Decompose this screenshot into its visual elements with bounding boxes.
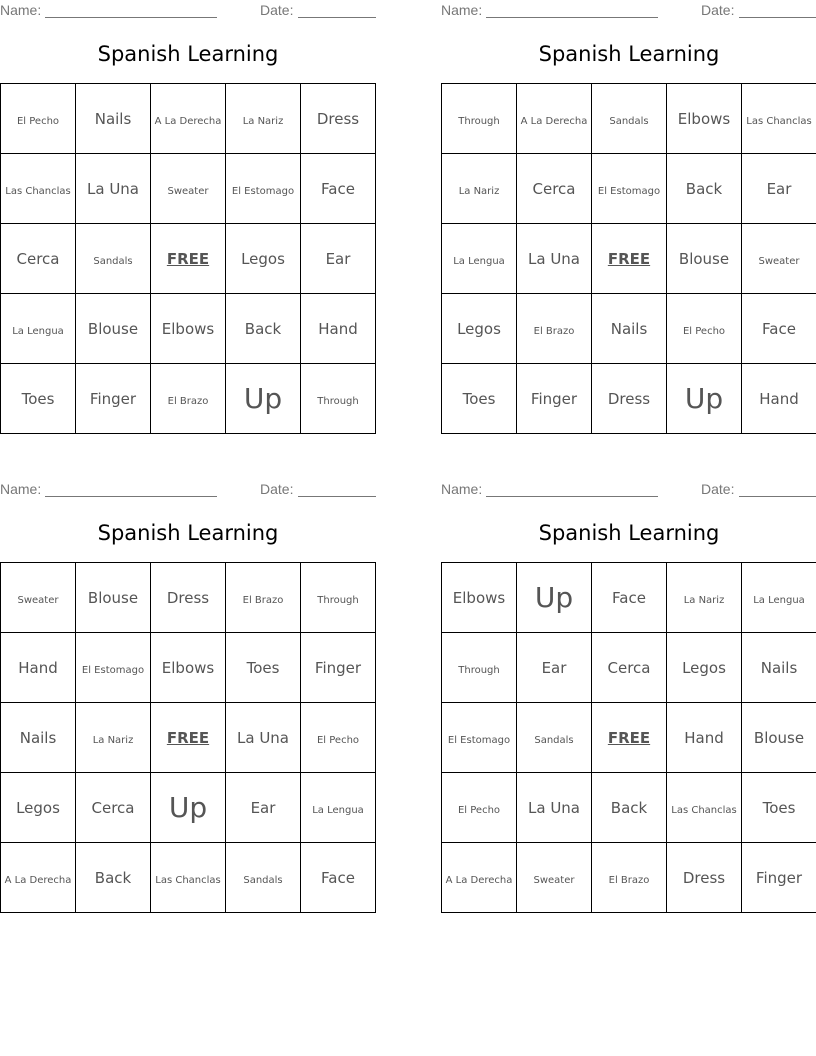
cell-word: Finger xyxy=(89,390,137,408)
bingo-cell xyxy=(226,773,301,843)
cell-word: El Estomago xyxy=(597,186,661,197)
bingo-cell xyxy=(226,84,301,154)
cell-word: Elbows xyxy=(452,589,506,607)
cell-word: Dress xyxy=(682,869,726,887)
bingo-cell xyxy=(301,154,376,224)
cell-word: Sandals xyxy=(534,735,574,746)
bingo-row xyxy=(442,563,816,633)
date-label: Date: xyxy=(701,481,735,497)
bingo-cell xyxy=(442,703,517,773)
bingo-cell xyxy=(226,843,301,913)
cell-word: Hand xyxy=(759,390,799,408)
bingo-cell xyxy=(742,154,816,224)
bingo-cell xyxy=(592,154,667,224)
cell-word: Legos xyxy=(682,659,726,677)
bingo-grid xyxy=(441,562,816,913)
bingo-cell xyxy=(151,773,226,843)
cell-word: La Nariz xyxy=(458,186,500,197)
bingo-cell xyxy=(742,633,816,703)
free-space xyxy=(592,224,667,294)
cell-word: La Lengua xyxy=(753,595,805,606)
bingo-cell xyxy=(76,154,151,224)
date-line[interactable] xyxy=(298,17,376,18)
cell-word: FREE xyxy=(166,250,210,268)
cell-word: Nails xyxy=(19,729,57,747)
cell-word: Cerca xyxy=(91,799,135,817)
bingo-row xyxy=(1,154,376,224)
bingo-cell xyxy=(592,773,667,843)
cell-word: El Pecho xyxy=(316,735,360,746)
cell-word: Legos xyxy=(16,799,60,817)
cell-word: Dress xyxy=(607,390,651,408)
card-title: Spanish Learning xyxy=(97,521,279,545)
bingo-cell xyxy=(301,843,376,913)
bingo-row xyxy=(442,84,816,154)
bingo-cell xyxy=(442,563,517,633)
cell-word: La Una xyxy=(528,799,580,817)
bingo-cell xyxy=(742,843,816,913)
bingo-cell xyxy=(667,633,742,703)
cell-word: Blouse xyxy=(87,320,139,338)
bingo-cell xyxy=(226,563,301,633)
bingo-cell xyxy=(226,364,301,434)
bingo-cell xyxy=(517,84,592,154)
bingo-cell xyxy=(667,154,742,224)
bingo-cell xyxy=(517,294,592,364)
bingo-cell xyxy=(151,294,226,364)
bingo-cell xyxy=(442,773,517,843)
bingo-grid xyxy=(0,562,376,913)
bingo-cell xyxy=(442,364,517,434)
cell-word: Legos xyxy=(457,320,501,338)
cell-word: A La Derecha xyxy=(445,875,513,886)
cell-word: El Pecho xyxy=(16,116,60,127)
bingo-cell xyxy=(442,843,517,913)
cell-word: Elbows xyxy=(161,659,215,677)
bingo-cell xyxy=(667,773,742,843)
cell-word: La Lengua xyxy=(12,326,64,337)
cell-word: La Lengua xyxy=(453,256,505,267)
cell-word: Finger xyxy=(530,390,578,408)
cell-word: Ear xyxy=(766,180,792,198)
cell-word: Back xyxy=(244,320,282,338)
cell-word: Through xyxy=(458,665,500,676)
bingo-cell xyxy=(226,703,301,773)
bingo-row xyxy=(442,364,816,434)
bingo-cell xyxy=(517,633,592,703)
bingo-cell xyxy=(151,84,226,154)
bingo-cell xyxy=(517,703,592,773)
cell-word: El Brazo xyxy=(242,595,284,606)
bingo-row xyxy=(442,843,816,913)
bingo-row xyxy=(1,84,376,154)
name-date-row xyxy=(441,2,816,20)
cell-word: Sweater xyxy=(17,595,59,606)
bingo-cell xyxy=(1,563,76,633)
cell-word: La Una xyxy=(237,729,289,747)
bingo-row xyxy=(1,703,376,773)
bingo-cell xyxy=(742,703,816,773)
cell-word: El Brazo xyxy=(167,396,209,407)
cell-word: Blouse xyxy=(753,729,805,747)
bingo-cell xyxy=(301,703,376,773)
bingo-cell xyxy=(301,364,376,434)
bingo-row xyxy=(442,224,816,294)
cell-word: Finger xyxy=(314,659,362,677)
cell-word: Face xyxy=(321,869,355,887)
cell-word: Blouse xyxy=(87,589,139,607)
name-date-row xyxy=(0,2,376,20)
cell-word: Up xyxy=(534,581,574,614)
cell-word: La Una xyxy=(87,180,139,198)
bingo-cell xyxy=(667,703,742,773)
bingo-row xyxy=(1,364,376,434)
cell-word: Ear xyxy=(325,250,351,268)
cell-word: Sandals xyxy=(609,116,649,127)
bingo-cell xyxy=(301,294,376,364)
cell-word: Legos xyxy=(241,250,285,268)
cell-word: FREE xyxy=(166,729,210,747)
bingo-cell xyxy=(667,224,742,294)
cell-word: FREE xyxy=(607,250,651,268)
name-label: Name: xyxy=(441,2,483,18)
bingo-cell xyxy=(151,563,226,633)
bingo-cell xyxy=(76,633,151,703)
bingo-cell xyxy=(1,84,76,154)
bingo-cell xyxy=(742,224,816,294)
free-space xyxy=(592,703,667,773)
bingo-cell xyxy=(1,364,76,434)
cell-word: Through xyxy=(317,595,359,606)
cell-word: Las Chanclas xyxy=(5,186,71,197)
cell-word: El Brazo xyxy=(533,326,575,337)
name-label: Name: xyxy=(441,481,483,497)
bingo-cell xyxy=(1,294,76,364)
bingo-cell xyxy=(742,294,816,364)
name-line[interactable] xyxy=(486,17,658,18)
bingo-row xyxy=(442,154,816,224)
bingo-cell xyxy=(226,224,301,294)
cell-word: Back xyxy=(94,869,132,887)
cell-word: Las Chanclas xyxy=(671,805,737,816)
bingo-row xyxy=(442,633,816,703)
cell-word: Face xyxy=(762,320,796,338)
cell-word: FREE xyxy=(607,729,651,747)
cell-word: El Estomago xyxy=(81,665,145,676)
bingo-cell xyxy=(151,154,226,224)
bingo-cell xyxy=(301,633,376,703)
bingo-row xyxy=(1,843,376,913)
cell-word: Sweater xyxy=(533,875,575,886)
bingo-row xyxy=(442,773,816,843)
bingo-cell xyxy=(151,633,226,703)
bingo-cell xyxy=(442,154,517,224)
bingo-cell xyxy=(442,84,517,154)
bingo-cell xyxy=(76,224,151,294)
name-line[interactable] xyxy=(45,496,217,497)
cell-word: Ear xyxy=(541,659,567,677)
cell-word: Toes xyxy=(462,390,496,408)
cell-word: A La Derecha xyxy=(154,116,222,127)
cell-word: El Pecho xyxy=(682,326,726,337)
bingo-cell xyxy=(742,773,816,843)
cell-word: La Una xyxy=(528,250,580,268)
cell-word: Toes xyxy=(21,390,55,408)
cell-word: Dress xyxy=(166,589,210,607)
bingo-cell xyxy=(226,294,301,364)
cell-word: Cerca xyxy=(16,250,60,268)
bingo-cell xyxy=(517,773,592,843)
bingo-cell xyxy=(301,563,376,633)
name-label: Name: xyxy=(0,481,42,497)
bingo-cell xyxy=(226,154,301,224)
card-title: Spanish Learning xyxy=(538,521,720,545)
bingo-cell xyxy=(226,633,301,703)
bingo-cell xyxy=(742,563,816,633)
bingo-cell xyxy=(667,84,742,154)
bingo-cell xyxy=(76,294,151,364)
bingo-cell xyxy=(151,364,226,434)
bingo-row xyxy=(442,703,816,773)
cell-word: Up xyxy=(243,382,283,415)
cell-word: Blouse xyxy=(678,250,730,268)
cell-word: El Estomago xyxy=(231,186,295,197)
cell-word: Back xyxy=(685,180,723,198)
name-line[interactable] xyxy=(486,496,658,497)
cell-word: Sandals xyxy=(93,256,133,267)
cell-word: Dress xyxy=(316,110,360,128)
bingo-row xyxy=(1,294,376,364)
bingo-row xyxy=(1,224,376,294)
bingo-cell xyxy=(592,84,667,154)
cell-word: Elbows xyxy=(161,320,215,338)
cell-word: Through xyxy=(458,116,500,127)
bingo-cell xyxy=(592,364,667,434)
cell-word: La Nariz xyxy=(92,735,134,746)
cell-word: Ear xyxy=(250,799,276,817)
bingo-cell xyxy=(76,84,151,154)
bingo-cell xyxy=(301,773,376,843)
bingo-cell xyxy=(1,703,76,773)
cell-word: Sweater xyxy=(758,256,800,267)
free-space xyxy=(151,703,226,773)
bingo-cell xyxy=(517,154,592,224)
bingo-cell xyxy=(742,364,816,434)
name-date-row xyxy=(441,481,816,499)
bingo-cell xyxy=(667,563,742,633)
date-line[interactable] xyxy=(298,496,376,497)
bingo-cell xyxy=(76,364,151,434)
cell-word: Hand xyxy=(684,729,724,747)
bingo-grid xyxy=(0,83,376,434)
bingo-cell xyxy=(1,154,76,224)
bingo-cell xyxy=(667,364,742,434)
date-label: Date: xyxy=(260,481,294,497)
cell-word: Nails xyxy=(94,110,132,128)
bingo-cell xyxy=(1,224,76,294)
bingo-cell xyxy=(76,703,151,773)
cell-word: Back xyxy=(610,799,648,817)
cell-word: Toes xyxy=(246,659,280,677)
date-line[interactable] xyxy=(739,496,816,497)
bingo-cell xyxy=(442,294,517,364)
bingo-cell xyxy=(1,843,76,913)
bingo-cell xyxy=(667,843,742,913)
bingo-cell xyxy=(667,294,742,364)
bingo-row xyxy=(1,633,376,703)
cell-word: Nails xyxy=(760,659,798,677)
cell-word: La Lengua xyxy=(312,805,364,816)
bingo-row xyxy=(442,294,816,364)
cell-word: El Pecho xyxy=(457,805,501,816)
cell-word: Hand xyxy=(18,659,58,677)
bingo-cell xyxy=(517,364,592,434)
cell-word: Las Chanclas xyxy=(746,116,812,127)
bingo-row xyxy=(1,773,376,843)
cell-word: Elbows xyxy=(677,110,731,128)
cell-word: Las Chanclas xyxy=(155,875,221,886)
date-line[interactable] xyxy=(739,17,816,18)
bingo-cell xyxy=(517,224,592,294)
bingo-row xyxy=(1,563,376,633)
card-title: Spanish Learning xyxy=(97,42,279,66)
cell-word: Through xyxy=(317,396,359,407)
date-label: Date: xyxy=(260,2,294,18)
cell-word: Sandals xyxy=(243,875,283,886)
bingo-cell xyxy=(442,633,517,703)
cell-word: Sweater xyxy=(167,186,209,197)
bingo-cell xyxy=(76,563,151,633)
cell-word: El Estomago xyxy=(447,735,511,746)
bingo-cell xyxy=(1,773,76,843)
cell-word: A La Derecha xyxy=(520,116,588,127)
free-space xyxy=(151,224,226,294)
bingo-cell xyxy=(517,843,592,913)
cell-word: Up xyxy=(168,791,208,824)
bingo-cell xyxy=(592,294,667,364)
cell-word: El Brazo xyxy=(608,875,650,886)
bingo-cell xyxy=(76,843,151,913)
cell-word: Finger xyxy=(755,869,803,887)
cell-word: Face xyxy=(321,180,355,198)
cell-word: La Nariz xyxy=(242,116,284,127)
bingo-cell xyxy=(301,224,376,294)
name-label: Name: xyxy=(0,2,42,18)
bingo-cell xyxy=(301,84,376,154)
bingo-grid xyxy=(441,83,816,434)
bingo-cell xyxy=(442,224,517,294)
bingo-cell xyxy=(1,633,76,703)
cell-word: Toes xyxy=(762,799,796,817)
bingo-cell xyxy=(76,773,151,843)
name-line[interactable] xyxy=(45,17,217,18)
bingo-cell xyxy=(592,633,667,703)
date-label: Date: xyxy=(701,2,735,18)
cell-word: La Nariz xyxy=(683,595,725,606)
cell-word: Cerca xyxy=(607,659,651,677)
bingo-cell xyxy=(151,843,226,913)
cell-word: Face xyxy=(612,589,646,607)
name-date-row xyxy=(0,481,376,499)
cell-word: Cerca xyxy=(532,180,576,198)
bingo-cell xyxy=(742,84,816,154)
card-title: Spanish Learning xyxy=(538,42,720,66)
bingo-cell xyxy=(517,563,592,633)
cell-word: Nails xyxy=(610,320,648,338)
cell-word: Up xyxy=(684,382,724,415)
bingo-cell xyxy=(592,843,667,913)
bingo-cell xyxy=(592,563,667,633)
cell-word: Hand xyxy=(318,320,358,338)
cell-word: A La Derecha xyxy=(4,875,72,886)
